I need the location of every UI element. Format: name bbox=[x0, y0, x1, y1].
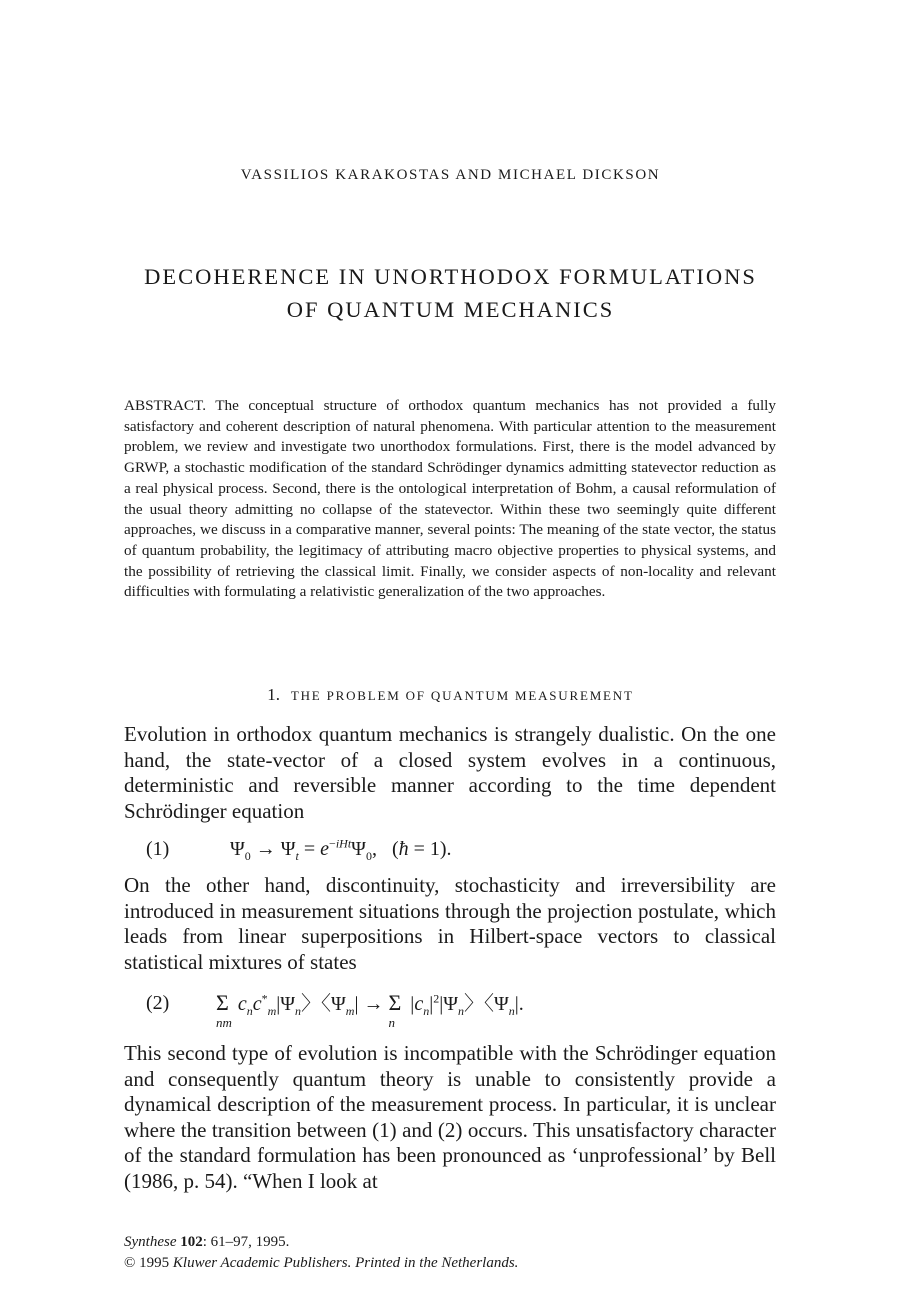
equation-2-number: (2) bbox=[146, 992, 170, 1014]
title-line-1: DECOHERENCE IN UNORTHODOX FORMULATIONS bbox=[144, 264, 757, 289]
abstract-label: ABSTRACT. bbox=[124, 397, 206, 414]
section-title: THE PROBLEM OF QUANTUM MEASUREMENT bbox=[290, 688, 634, 703]
equation-2 bbox=[146, 990, 766, 1034]
abstract bbox=[124, 396, 776, 603]
page-range: : 61–97, 1995. bbox=[202, 1234, 290, 1250]
body-paragraph-2: On the other hand, discontinuity, stochasticity and irreversibility are introduced in measurement situations through the projection postulate, which leads from linear superpositions in Hilbert-space vectors to classical statistical mixtures of states bbox=[124, 873, 776, 974]
title-line-2: OF QUANTUM MECHANICS bbox=[286, 297, 615, 322]
copyright-line bbox=[124, 1253, 776, 1274]
section-number: 1. bbox=[267, 685, 281, 704]
volume-number: 102 bbox=[180, 1234, 203, 1250]
citation-line bbox=[124, 1232, 776, 1253]
body-paragraph-1: Evolution in orthodox quantum mechanics is strangely dualistic. On the one hand, the state-vector of a closed system evolves in a continuous, deterministic and reversible manner according to the time dependent Schrödinger equation bbox=[124, 722, 776, 823]
author-line: VASSILIOS KARAKOSTAS AND MICHAEL DICKSON bbox=[240, 167, 661, 183]
section-heading bbox=[0, 685, 901, 706]
copyright-year: © 1995 bbox=[124, 1255, 170, 1271]
journal-name: Synthese bbox=[124, 1234, 177, 1250]
paper-title bbox=[0, 260, 901, 326]
equation-1-formula: $\Psi_0 \to \Psi_t = e^{-iHt}\Psi_0$, (ħ = 1). bbox=[230, 836, 452, 863]
footer bbox=[124, 1232, 776, 1274]
publisher-note: Kluwer Academic Publishers. Printed in the Netherlands. bbox=[172, 1255, 519, 1271]
equation-2-formula: Σ nm $c_nc^*_m|\Psi_n$〉〈$\Psi_m| \to \Sigma$ n $|c_n|^2|\Psi_n$〉〈$\Psi_n|$. bbox=[216, 990, 524, 1030]
equation-1-number: (1) bbox=[146, 838, 170, 860]
body-paragraph-3: This second type of evolution is incompatible with the Schrödinger equation and consequently quantum theory is unable to consistently provide a dynamical description of the measurement process. In particular, it is unclear where the transition between (1) and (2) occurs. This unsatisfactory character of the standard formulation has been pronounced as ‘unprofessional’ by Bell (1986, p. 54). “When I look at bbox=[124, 1041, 776, 1193]
abstract-text: The conceptual structure of orthodox quantum mechanics has not provided a fully satisfactory and coherent description of natural phenomena. With particular attention to the measurement problem, we review and investigate two unorthodox formulations. First, there is the model advanced by GRWP, a stochastic modification of the standard Schrödinger dynamics admitting statevector reduction as a real physical process. Second, there is the ontological interpretation of Bohm, a causal reformulation of the usual theory admitting no collapse of the statevector. Within these two seemingly quite different approaches, we discuss in a comparative manner, several points: The meaning of the state vector, the status of quantum probability, the legitimacy of attributing macro objective properties to physical systems, and the possibility of retrieving the classical limit. Finally, we consider aspects of non-locality and relevant difficulties with formulating a relativistic generalization of the two approaches. bbox=[124, 397, 776, 601]
